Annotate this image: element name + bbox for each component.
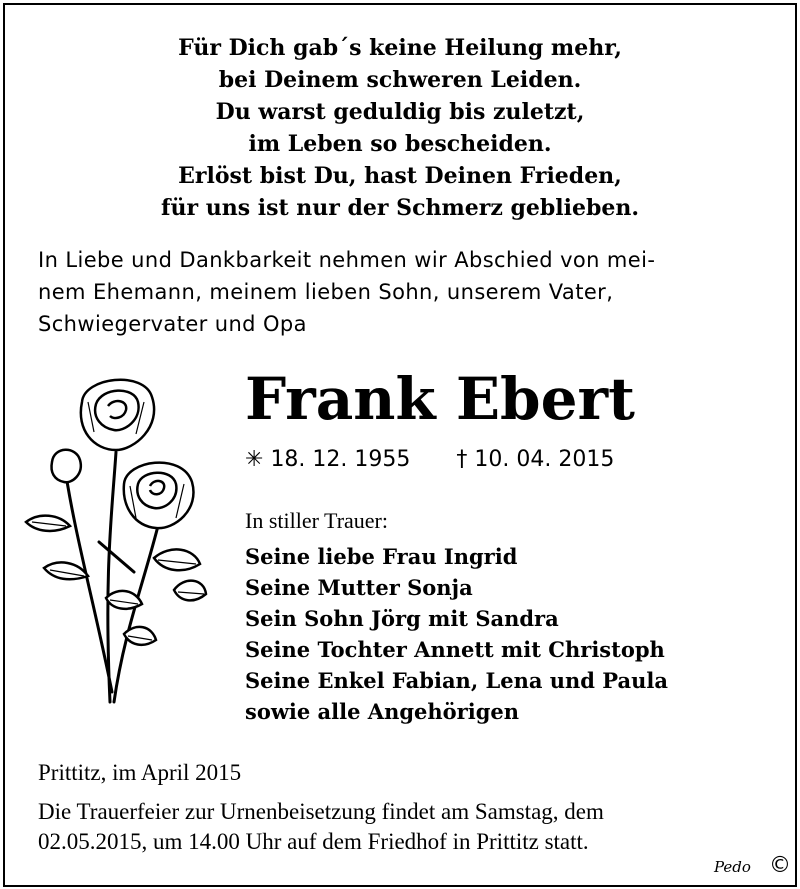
poem <box>0 32 800 224</box>
mourner-line: Seine liebe Frau Ingrid <box>245 544 518 569</box>
mourner-line: Sein Sohn Jörg mit Sandra <box>245 606 559 631</box>
funeral-info <box>38 797 763 857</box>
intro-text <box>38 244 763 340</box>
mourner-line: Seine Mutter Sonja <box>245 575 473 600</box>
poem-line: für uns ist nur der Schmerz geblieben. <box>161 195 639 221</box>
death-cross-icon: † <box>456 447 468 472</box>
life-dates <box>245 444 614 476</box>
poem-line: im Leben so bescheiden. <box>248 131 552 157</box>
intro-line: nem Ehemann, meinem lieben Sohn, unserem Vater, <box>38 280 614 304</box>
poem-line: Für Dich gab´s keine Heilung mehr, <box>178 35 622 61</box>
intro-line: Schwiegervater und Opa <box>38 312 307 336</box>
birth-star-icon: ✳ <box>245 447 264 472</box>
copyright-icon: © <box>769 853 791 878</box>
intro-line: In Liebe und Dankbarkeit nehmen wir Abschied von mei- <box>38 248 656 272</box>
funeral-line: 02.05.2015, um 14.00 Uhr auf dem Friedhof in Prittitz statt. <box>38 829 589 854</box>
rose-icon <box>24 372 209 712</box>
death-date: 10. 04. 2015 <box>474 447 615 472</box>
funeral-line: Die Trauerfeier zur Urnenbeisetzung findet am Samstag, dem <box>38 799 604 824</box>
poem-line: bei Deinem schweren Leiden. <box>218 67 582 93</box>
place-date: Prittitz, im April 2015 <box>38 760 242 785</box>
poem-line: Du warst geduldig bis zuletzt, <box>215 99 585 125</box>
mourning-intro: In stiller Trauer: <box>245 508 388 533</box>
deceased-name: Frank Ebert <box>245 365 635 433</box>
mourner-line: sowie alle Angehörigen <box>245 699 520 724</box>
mourner-line: Seine Tochter Annett mit Christoph <box>245 637 665 662</box>
poem-line: Erlöst bist Du, hast Deinen Frieden, <box>178 163 622 189</box>
mourner-line: Seine Enkel Fabian, Lena und Paula <box>245 668 668 693</box>
designer-signature: Pedo <box>714 858 751 876</box>
mourners-list <box>245 541 668 727</box>
birth-date: 18. 12. 1955 <box>270 447 411 472</box>
